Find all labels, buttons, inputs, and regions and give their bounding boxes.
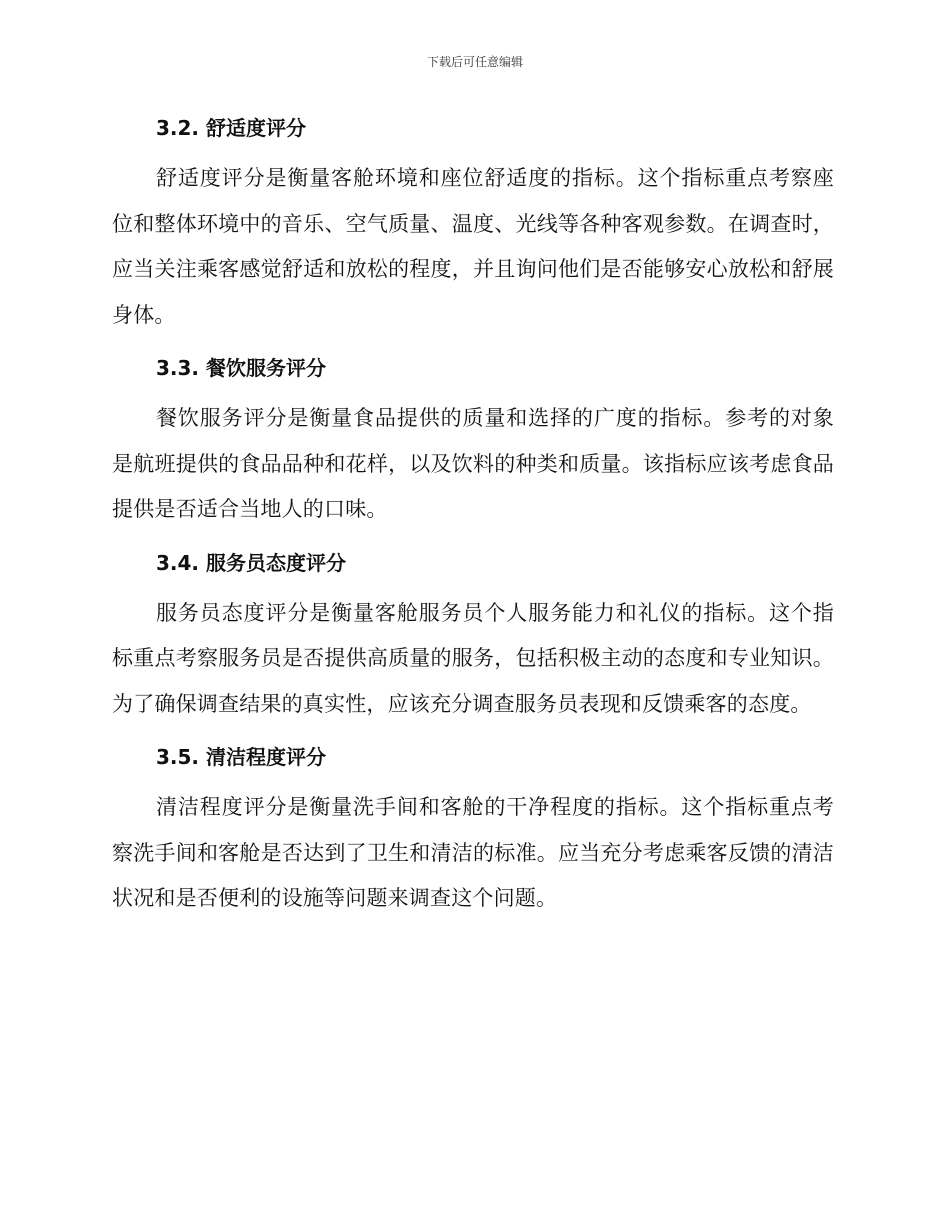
document-body — [112, 108, 834, 932]
section-paragraph: 餐饮服务评分是衡量食品提供的质量和选择的广度的指标。参考的对象是航班提供的食品品种和花样，以及饮料的种类和质量。该指标应该考虑食品提供是否适合当地人的口味。 — [112, 406, 834, 521]
section-heading: 3.2. 舒适度评分 — [156, 116, 306, 140]
section-paragraph: 清洁程度评分是衡量洗手间和客舱的干净程度的指标。这个指标重点考察洗手间和客舱是否达到了卫生和清洁的标准。应当充分考虑乘客反馈的清洁状况和是否便利的设施等问题来调查这个问题。 — [112, 795, 834, 910]
section-paragraph: 舒适度评分是衡量客舱环境和座位舒适度的指标。这个指标重点考察座位和整体环境中的音乐、空气质量、温度、光线等各种客观参数。在调查时，应当关注乘客感觉舒适和放松的程度，并且询问他们是否能够安心放松和舒展身体。 — [112, 166, 834, 327]
section-heading: 3.3. 餐饮服务评分 — [156, 356, 326, 380]
section-3-3 — [112, 348, 834, 533]
section-paragraph: 服务员态度评分是衡量客舱服务员个人服务能力和礼仪的指标。这个指标重点考察服务员是否提供高质量的服务，包括积极主动的态度和专业知识。为了确保调查结果的真实性，应该充分调查服务员表现和反馈乘客的态度。 — [112, 600, 834, 716]
section-heading: 3.4. 服务员态度评分 — [156, 550, 346, 575]
section-3-2 — [112, 108, 834, 338]
section-3-4 — [112, 543, 834, 728]
section-heading: 3.5. 清洁程度评分 — [156, 745, 326, 769]
section-3-5 — [112, 737, 834, 922]
page-header: 下载后可任意编辑 — [426, 55, 523, 69]
